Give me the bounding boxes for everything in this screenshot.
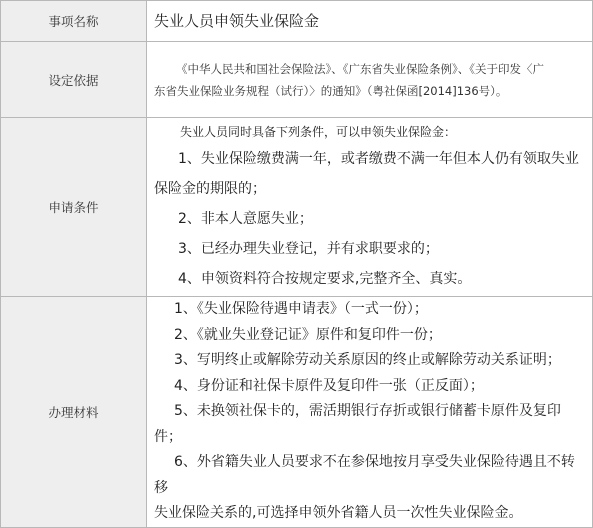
label-matter-name: 事项名称 xyxy=(1,1,147,42)
conditions-intro: 失业人员同时具备下列条件，可以申领失业保险金： xyxy=(180,125,457,139)
row-matter-name xyxy=(1,1,593,42)
label-legal-basis: 设定依据 xyxy=(1,42,147,118)
condition-item-3: 3、已经办理失业登记，并有求职要求的； xyxy=(178,241,439,257)
material-item-4: 4、身份证和社保卡原件及复印件一张（正反面）； xyxy=(174,377,484,394)
row-required-materials xyxy=(1,297,593,528)
label-required-materials: 办理材料 xyxy=(1,297,147,528)
material-item-3: 3、写明终止或解除劳动关系原因的终止或解除劳动关系证明； xyxy=(174,352,561,368)
legal-basis-line-2: 东省失业保险业务规程（试行）〉的通知》（粤社保函[2014]136号）。 xyxy=(154,83,508,98)
row-application-conditions xyxy=(1,118,593,297)
condition-item-1-cont: 保险金的期限的； xyxy=(154,181,266,197)
legal-basis-line-1: 《中华人民共和国社会保险法》、《广东省失业保险条例》、《关于印发〈广 xyxy=(176,61,544,76)
cell-legal-basis xyxy=(147,42,593,118)
row-legal-basis xyxy=(1,42,593,118)
label-application-conditions: 申请条件 xyxy=(1,118,147,297)
material-item-6-cont: 失业保险关系的,可选择申领外省籍人员一次性失业保险金。 xyxy=(154,505,523,521)
condition-item-4: 4、申领资料符合按规定要求,完整齐全、真实。 xyxy=(178,271,472,287)
material-item-6: 6、外省籍失业人员要求不在参保地按月享受失业保险待遇且不转移 xyxy=(154,454,575,496)
material-item-2: 2、《就业失业登记证》原件和复印件一份； xyxy=(174,326,442,343)
matter-name-value: 失业人员申领失业保险金 xyxy=(154,12,320,30)
condition-item-1: 1、失业保险缴费满一年，或者缴费不满一年但本人仍有领取失业 xyxy=(178,151,579,167)
material-item-1: 1、《失业保险待遇申请表》（一式一份）； xyxy=(174,301,428,317)
condition-item-2: 2、非本人意愿失业； xyxy=(178,211,313,227)
cell-required-materials xyxy=(147,297,593,528)
material-item-5: 5、未换领社保卡的，需活期银行存折或银行储蓄卡原件及复印件； xyxy=(154,403,561,445)
cell-matter-name xyxy=(147,1,593,42)
cell-application-conditions xyxy=(147,118,593,297)
